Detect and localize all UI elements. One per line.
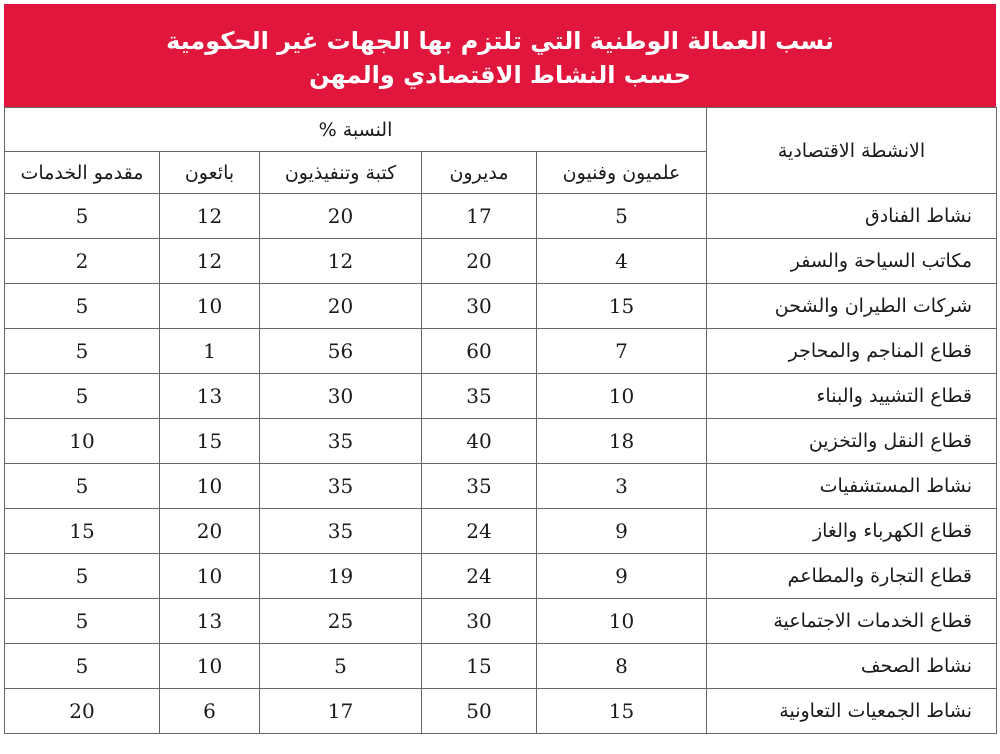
- table-cell: 2: [5, 239, 160, 284]
- activity-label: نشاط المستشفيات: [707, 464, 997, 509]
- table-cell: 4: [537, 239, 707, 284]
- table-row: [5, 644, 997, 689]
- table-cell: 30: [422, 284, 537, 329]
- table-row: [5, 374, 997, 419]
- column-header: مديرون: [422, 152, 537, 194]
- table-cell: 5: [537, 194, 707, 239]
- table-cell: 10: [537, 599, 707, 644]
- table-cell: 20: [160, 509, 260, 554]
- table-row: [5, 419, 997, 464]
- table-cell: 5: [5, 194, 160, 239]
- table-row: [5, 554, 997, 599]
- table-cell: 35: [260, 509, 422, 554]
- table-cell: 15: [422, 644, 537, 689]
- title-banner: [4, 4, 996, 107]
- table-cell: 56: [260, 329, 422, 374]
- document: [4, 4, 996, 734]
- table-cell: 5: [5, 284, 160, 329]
- table-row: [5, 329, 997, 374]
- table-cell: 5: [5, 374, 160, 419]
- table-cell: 35: [422, 374, 537, 419]
- table-row: [5, 194, 997, 239]
- table-cell: 40: [422, 419, 537, 464]
- table-cell: 50: [422, 689, 537, 734]
- table-cell: 25: [260, 599, 422, 644]
- table-cell: 15: [160, 419, 260, 464]
- table-cell: 20: [260, 194, 422, 239]
- title-line-2: حسب النشاط الاقتصادي والمهن: [309, 61, 691, 89]
- table-row: [5, 464, 997, 509]
- table-cell: 35: [422, 464, 537, 509]
- table-cell: 5: [5, 464, 160, 509]
- table-cell: 9: [537, 554, 707, 599]
- table-cell: 13: [160, 374, 260, 419]
- table-cell: 5: [5, 329, 160, 374]
- table-cell: 12: [160, 239, 260, 284]
- activity-label: نشاط الفنادق: [707, 194, 997, 239]
- table-cell: 12: [260, 239, 422, 284]
- table-cell: 19: [260, 554, 422, 599]
- column-header: بائعون: [160, 152, 260, 194]
- table-cell: 10: [5, 419, 160, 464]
- activity-header: الانشطة الاقتصادية: [707, 108, 997, 194]
- table-row: [5, 239, 997, 284]
- activity-label: مكاتب السياحة والسفر: [707, 239, 997, 284]
- table-cell: 20: [5, 689, 160, 734]
- table-row: [5, 284, 997, 329]
- activity-label: قطاع التشييد والبناء: [707, 374, 997, 419]
- table-cell: 24: [422, 509, 537, 554]
- table-cell: 10: [160, 284, 260, 329]
- table-row: [5, 689, 997, 734]
- table-row: [5, 599, 997, 644]
- table-cell: 60: [422, 329, 537, 374]
- data-table: [4, 107, 997, 734]
- table-cell: 17: [422, 194, 537, 239]
- table-cell: 12: [160, 194, 260, 239]
- table-cell: 5: [5, 554, 160, 599]
- table-cell: 15: [537, 689, 707, 734]
- table-row: [5, 509, 997, 554]
- table-cell: 30: [260, 374, 422, 419]
- table-cell: 10: [160, 554, 260, 599]
- table-cell: 24: [422, 554, 537, 599]
- activity-label: قطاع الخدمات الاجتماعية: [707, 599, 997, 644]
- column-header: كتبة وتنفيذيون: [260, 152, 422, 194]
- activity-label: نشاط الصحف: [707, 644, 997, 689]
- table-cell: 3: [537, 464, 707, 509]
- table-cell: 35: [260, 419, 422, 464]
- activity-label: قطاع التجارة والمطاعم: [707, 554, 997, 599]
- table-cell: 15: [5, 509, 160, 554]
- table-cell: 15: [537, 284, 707, 329]
- table-cell: 35: [260, 464, 422, 509]
- table-cell: 10: [160, 464, 260, 509]
- table-cell: 30: [422, 599, 537, 644]
- title-line-1: نسب العمالة الوطنية التي تلتزم بها الجهات غير الحكومية: [166, 27, 834, 55]
- table-cell: 5: [5, 644, 160, 689]
- activity-label: شركات الطيران والشحن: [707, 284, 997, 329]
- table-cell: 10: [160, 644, 260, 689]
- table-cell: 8: [537, 644, 707, 689]
- table-cell: 5: [5, 599, 160, 644]
- table-cell: 1: [160, 329, 260, 374]
- table-cell: 18: [537, 419, 707, 464]
- column-header: علميون وفنيون: [537, 152, 707, 194]
- table-cell: 13: [160, 599, 260, 644]
- table-cell: 9: [537, 509, 707, 554]
- activity-label: قطاع النقل والتخزين: [707, 419, 997, 464]
- table-cell: 20: [422, 239, 537, 284]
- table-cell: 20: [260, 284, 422, 329]
- column-header: مقدمو الخدمات: [5, 152, 160, 194]
- activity-label: قطاع الكهرباء والغاز: [707, 509, 997, 554]
- percent-header: النسبة %: [5, 108, 707, 152]
- table-cell: 17: [260, 689, 422, 734]
- table-cell: 6: [160, 689, 260, 734]
- table-cell: 5: [260, 644, 422, 689]
- table-cell: 7: [537, 329, 707, 374]
- activity-label: نشاط الجمعيات التعاونية: [707, 689, 997, 734]
- table-cell: 10: [537, 374, 707, 419]
- activity-label: قطاع المناجم والمحاجر: [707, 329, 997, 374]
